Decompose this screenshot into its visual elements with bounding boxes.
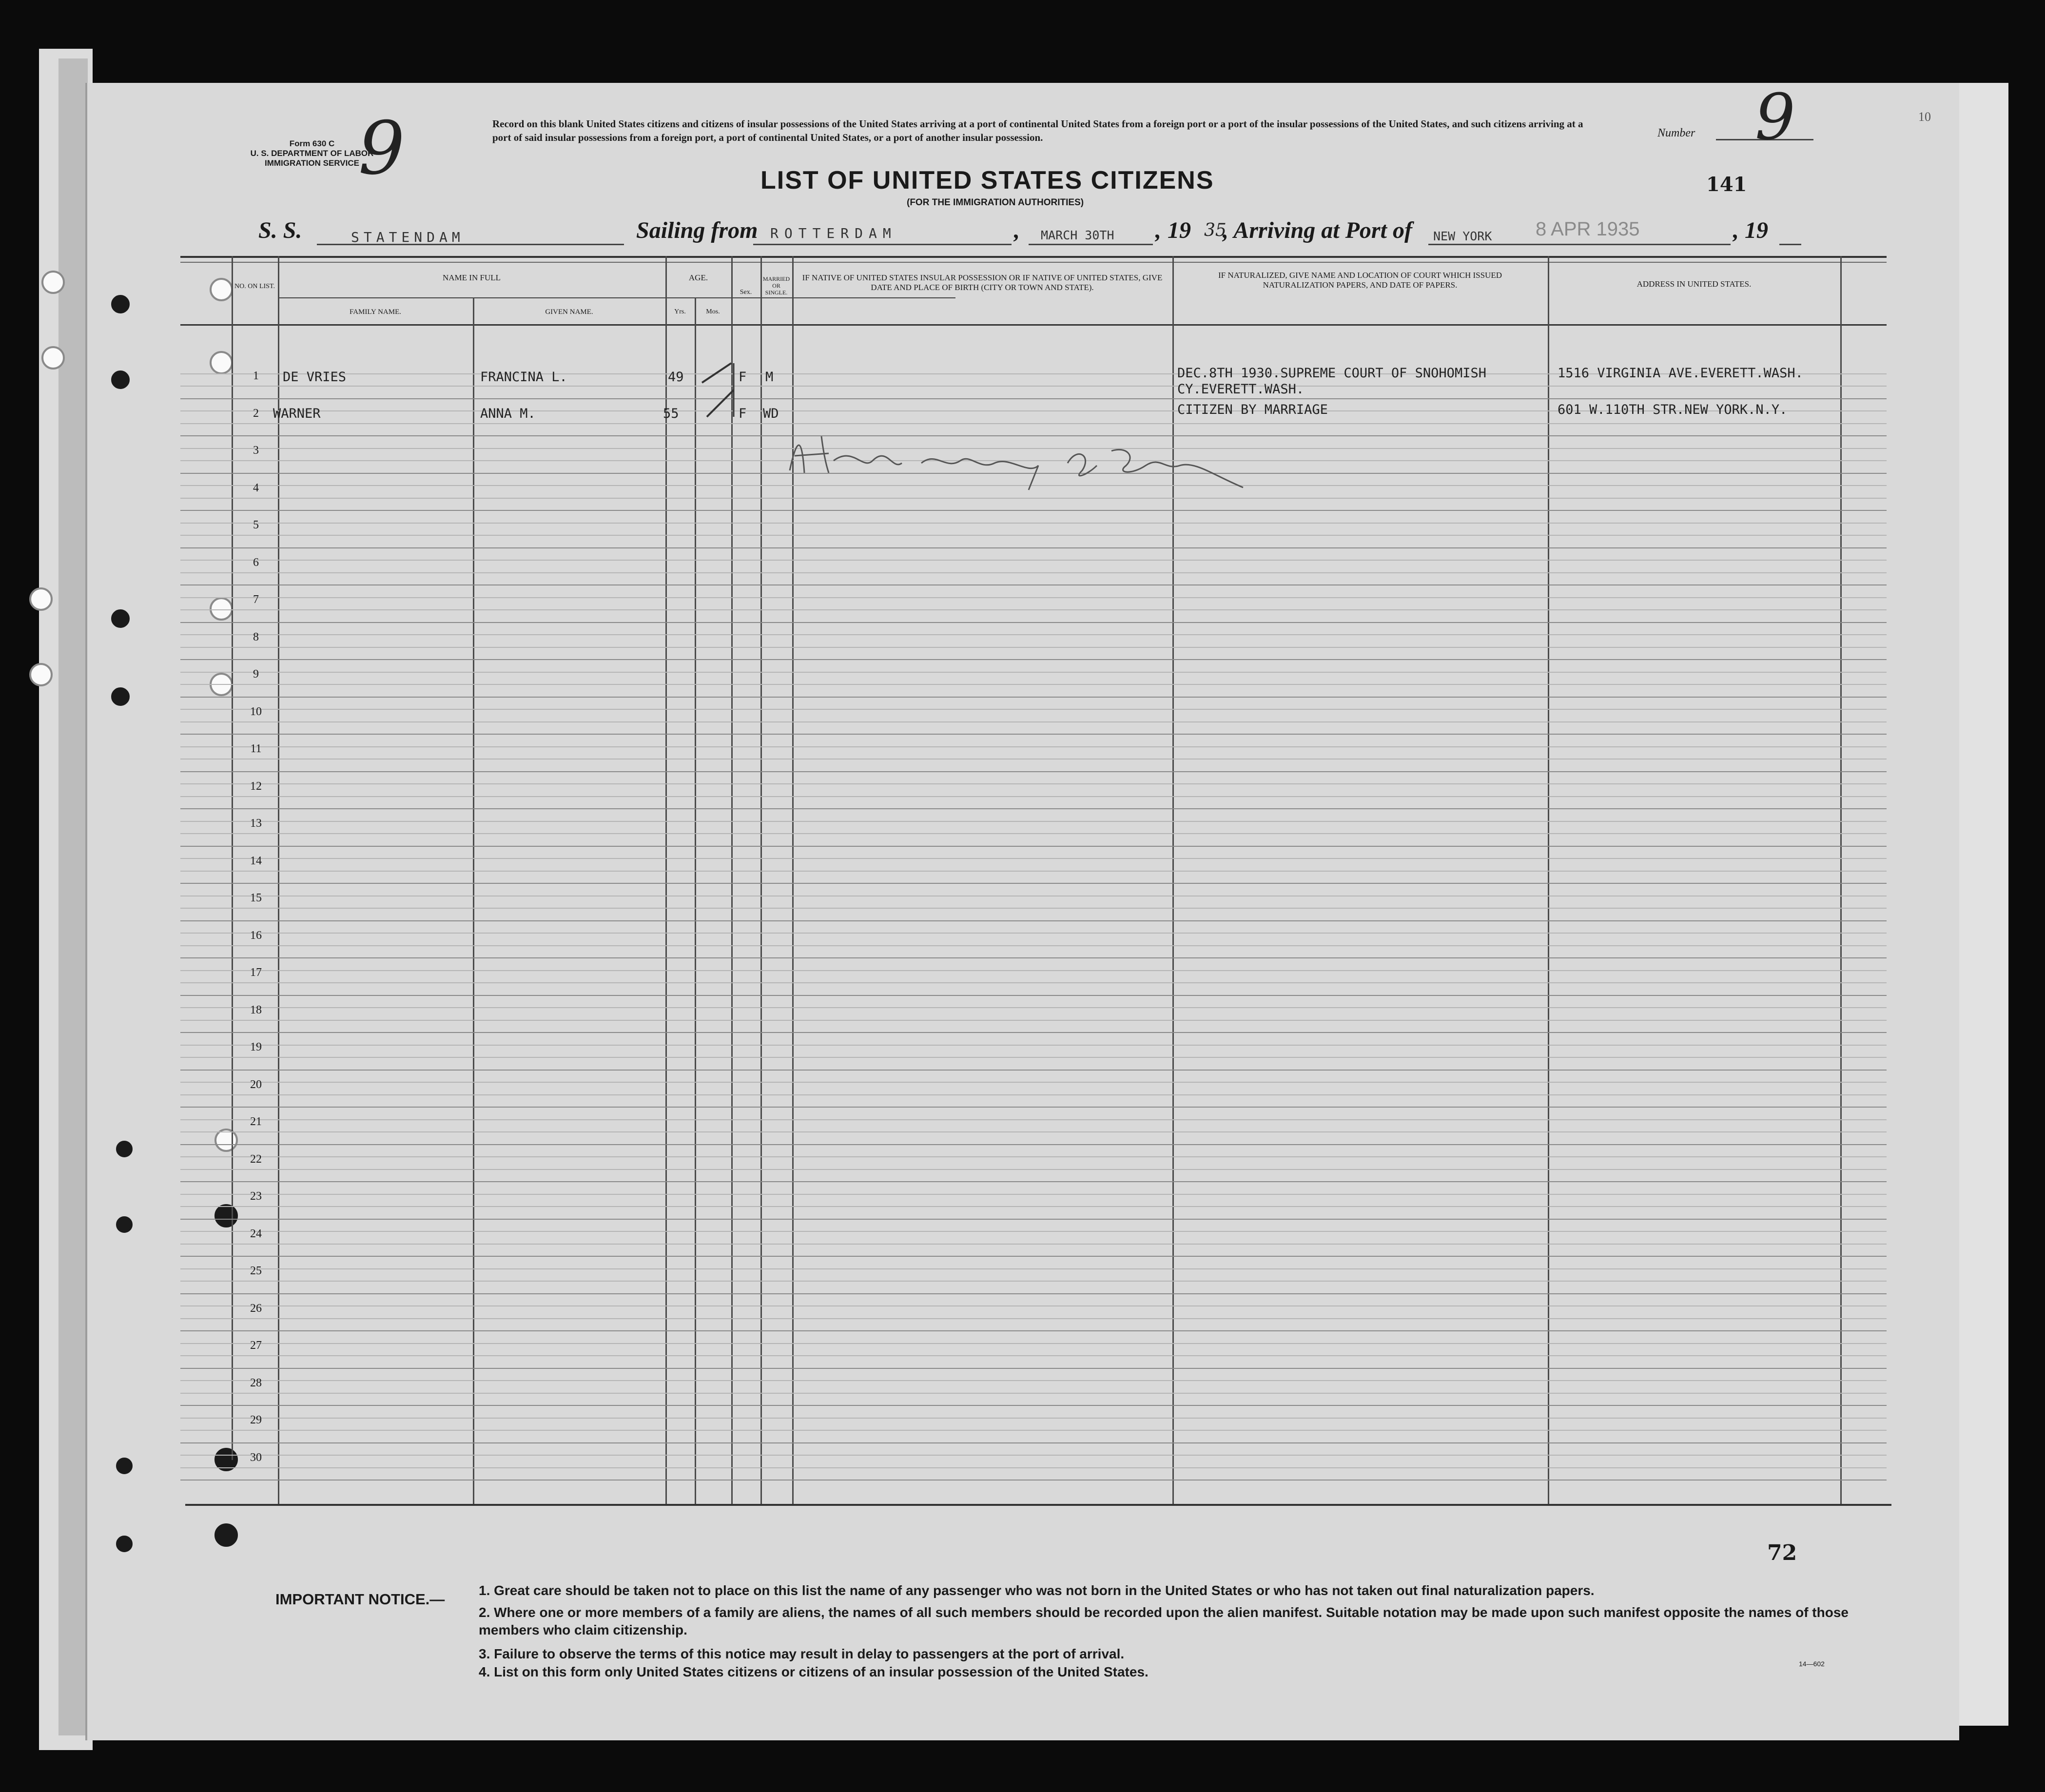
header-mos: Mos. xyxy=(706,308,720,315)
row-rule xyxy=(180,634,1887,635)
row-rule xyxy=(180,908,1887,909)
row-rule xyxy=(180,808,1887,809)
number-value: 9 xyxy=(1755,80,1795,154)
year-suffix: 35 xyxy=(1204,220,1227,240)
instruction-text: Record on this blank United States citizens and citizens of insular possessions of the United States arriving at a port of continental United States from a foreign port or a port of the insular possessions of the United States, and such citizens arriving at a port of said insular possessions from a foreign port, a port of continental United States, or a port of another insular possession. xyxy=(492,118,1583,143)
row-rule xyxy=(180,1007,1887,1008)
row-rule xyxy=(180,547,1887,548)
row-rule xyxy=(180,1430,1887,1431)
row-rule xyxy=(180,1442,1887,1443)
row-rule xyxy=(180,622,1887,623)
row-number: 18 xyxy=(250,1003,262,1016)
header-divider xyxy=(278,297,955,298)
entry-2-given: ANNA M. xyxy=(480,406,536,421)
header-yrs: Yrs. xyxy=(674,308,686,315)
column-rule xyxy=(760,256,762,1504)
row-rule xyxy=(180,970,1887,971)
row-rule xyxy=(180,1231,1887,1232)
row-rule xyxy=(180,883,1887,884)
row-rule xyxy=(180,957,1887,958)
binder-hole xyxy=(116,1216,133,1233)
header-family-name: FAMILY NAME. xyxy=(350,308,401,316)
header-name-in-full: NAME IN FULL xyxy=(443,273,501,282)
row-number: 4 xyxy=(253,481,259,494)
row-rule xyxy=(180,523,1887,524)
service: IMMIGRATION SERVICE xyxy=(265,158,359,168)
binder-hole xyxy=(29,587,53,611)
binder-hole xyxy=(41,271,65,294)
row-rule xyxy=(180,995,1887,996)
row-rule xyxy=(180,584,1887,585)
age-checkmarks xyxy=(692,353,751,422)
header-sex: Sex. xyxy=(740,289,752,296)
row-rule xyxy=(180,1467,1887,1468)
row-rule xyxy=(180,1244,1887,1245)
row-rule xyxy=(180,1082,1887,1083)
page-subtitle: (FOR THE IMMIGRATION AUTHORITIES) xyxy=(907,197,1084,208)
row-number: 11 xyxy=(250,742,262,755)
row-number: 26 xyxy=(250,1302,262,1315)
row-rule xyxy=(180,597,1887,598)
row-rule xyxy=(180,833,1887,834)
row-number: 19 xyxy=(250,1041,262,1053)
row-rule xyxy=(180,783,1887,784)
entry-1-marital: M xyxy=(765,370,774,385)
row-rule xyxy=(180,1355,1887,1356)
column-rule xyxy=(1548,256,1549,1504)
row-rule xyxy=(180,1169,1887,1170)
row-rule xyxy=(180,1318,1887,1319)
row-rule xyxy=(180,759,1887,760)
row-number: 12 xyxy=(250,779,262,793)
form-code: Form 630 C xyxy=(289,139,335,148)
row-rule xyxy=(180,697,1887,698)
notice-item-1: 1. Great care should be taken not to place on this list the name of any passenger who was not born in the United States or who has not taken out final naturalization papers. xyxy=(479,1583,1595,1598)
comma: , xyxy=(1155,217,1161,243)
column-rule xyxy=(665,256,667,1504)
corner-number: 72 xyxy=(1767,1540,1797,1565)
header-marital: MARRIED OR SINGLE. xyxy=(762,275,790,296)
form-code-footer: 14—602 xyxy=(1799,1660,1825,1668)
row-rule xyxy=(180,796,1887,797)
entry-2-yrs: 55 xyxy=(663,406,679,421)
year2-prefix: , 19 xyxy=(1733,217,1768,243)
binder-hole xyxy=(41,346,65,370)
entry-2-marital: WD xyxy=(763,406,779,421)
table-top-border xyxy=(180,256,1887,258)
row-number: 10 xyxy=(250,705,262,718)
row-number: 7 xyxy=(253,593,259,606)
row-rule xyxy=(180,1194,1887,1195)
row-rule xyxy=(180,510,1887,511)
binder-hole xyxy=(116,1536,133,1552)
row-number: 27 xyxy=(250,1339,262,1352)
row-rule xyxy=(180,1405,1887,1406)
page-title: LIST OF UNITED STATES CITIZENS xyxy=(760,166,1214,195)
row-rule xyxy=(180,771,1887,772)
handwritten-number: 9 xyxy=(358,106,405,191)
entry-1-naturalized: DEC.8TH 1930.SUPREME COURT OF SNOHOMISH xyxy=(1177,366,1486,381)
entry-2-address: 601 W.110TH STR.NEW YORK.N.Y. xyxy=(1558,402,1788,417)
row-number: 5 xyxy=(253,519,259,531)
row-rule xyxy=(180,560,1887,561)
header-age: AGE. xyxy=(688,273,708,282)
header-bottom-border xyxy=(180,324,1887,326)
header-no-on-list: NO. ON LIST. xyxy=(234,283,275,290)
entry-1-yrs: 49 xyxy=(668,370,684,385)
row-rule xyxy=(180,858,1887,859)
row-rule xyxy=(180,535,1887,536)
department: U. S. DEPARTMENT OF LABOR xyxy=(250,149,374,158)
notice-title: IMPORTANT NOTICE.— xyxy=(275,1591,445,1608)
row-number: 21 xyxy=(250,1115,262,1128)
binder-hole xyxy=(29,663,53,686)
row-number: 6 xyxy=(253,556,259,569)
row-number: 22 xyxy=(250,1152,262,1166)
row-number: 15 xyxy=(250,892,262,904)
row-number: 17 xyxy=(250,966,262,979)
entry-1-sex: F xyxy=(739,370,747,385)
row-number: 8 xyxy=(253,630,259,643)
row-rule xyxy=(180,1020,1887,1021)
row-rule xyxy=(180,386,1887,387)
notice-item-4: 4. List on this form only United States citizens or citizens of an insular possession of the United States. xyxy=(479,1664,1149,1679)
header-native: IF NATIVE OF UNITED STATES INSULAR POSSESSION OR IF NATIVE OF UNITED STATES, GIVE DATE AND PLACE OF BIRTH (CITY OR TOWN AND STATE). xyxy=(802,273,1163,292)
row-rule xyxy=(180,721,1887,722)
margin-mark: 10 xyxy=(1918,110,1931,124)
row-rule xyxy=(180,709,1887,710)
row-rule xyxy=(180,933,1887,934)
row-rule xyxy=(180,1219,1887,1220)
row-rule xyxy=(180,1070,1887,1071)
row-number: 30 xyxy=(250,1451,262,1464)
handwritten-annotation xyxy=(775,417,1311,495)
row-number: 14 xyxy=(250,854,262,867)
number-label: Number xyxy=(1657,127,1695,139)
row-rule xyxy=(180,846,1887,847)
row-rule xyxy=(180,398,1887,399)
page-number: 141 xyxy=(1706,173,1747,196)
row-rule xyxy=(180,572,1887,573)
port-to-underline xyxy=(1428,244,1731,245)
year2-underline xyxy=(1779,244,1801,245)
arriving-label: , Arriving at Port of xyxy=(1223,217,1412,243)
row-number: 1 xyxy=(253,370,259,382)
entry-2-sex: F xyxy=(739,406,747,421)
row-number: 3 xyxy=(253,444,259,457)
row-number: 20 xyxy=(250,1078,262,1091)
passenger-table xyxy=(180,256,1887,1504)
row-number: 29 xyxy=(250,1414,262,1426)
row-number: 16 xyxy=(250,929,262,942)
row-rule xyxy=(180,1330,1887,1331)
row-rule xyxy=(180,821,1887,822)
underlying-sheet-edge xyxy=(58,58,88,1735)
row-rule xyxy=(180,1281,1887,1282)
row-rule xyxy=(180,1305,1887,1306)
row-number: 28 xyxy=(250,1376,262,1389)
column-rule xyxy=(473,297,474,1504)
table-bottom-border xyxy=(185,1504,1891,1506)
row-rule xyxy=(180,1293,1887,1294)
row-rule xyxy=(180,1131,1887,1132)
ss-label: S. S. xyxy=(258,217,302,243)
entry-1-family: DE VRIES xyxy=(283,370,347,385)
notice-item-2: 2. Where one or more members of a family are aliens, the names of all such members should be recorded upon the alien manifest. Suitable notation may be made upon such manifest opposite the names of those members who claim citizenship. xyxy=(479,1605,1849,1637)
ship-name: STATENDAM xyxy=(351,229,465,245)
entry-2-family: WARNER xyxy=(273,406,321,421)
row-rule xyxy=(180,982,1887,983)
column-rule xyxy=(1840,256,1842,1504)
row-rule xyxy=(180,1343,1887,1344)
row-rule xyxy=(180,672,1887,673)
row-rule xyxy=(180,1455,1887,1456)
row-rule xyxy=(180,659,1887,660)
row-rule xyxy=(180,609,1887,610)
binder-hole xyxy=(116,1141,133,1157)
binder-hole xyxy=(111,370,130,389)
binder-hole xyxy=(111,295,130,313)
header-naturalized: IF NATURALIZED, GIVE NAME AND LOCATION OF COURT WHICH ISSUED NATURALIZATION PAPERS, AND DATE OF PAPERS. xyxy=(1218,271,1502,290)
row-rule xyxy=(180,734,1887,735)
row-rule xyxy=(180,1393,1887,1394)
column-rule xyxy=(695,297,696,1504)
header-given-name: GIVEN NAME. xyxy=(545,308,593,316)
row-rule xyxy=(180,1418,1887,1419)
row-rule xyxy=(180,1094,1887,1095)
binder-hole xyxy=(116,1458,133,1474)
row-rule xyxy=(180,1144,1887,1145)
row-rule xyxy=(180,746,1887,747)
entry-1-given: FRANCINA L. xyxy=(480,370,567,385)
row-rule xyxy=(180,1206,1887,1207)
row-rule xyxy=(180,498,1887,499)
row-number: 24 xyxy=(250,1227,262,1240)
row-rule xyxy=(180,1045,1887,1046)
row-rule xyxy=(180,945,1887,946)
row-rule xyxy=(180,1119,1887,1120)
date-underline xyxy=(1029,244,1153,245)
row-rule xyxy=(180,1181,1887,1182)
arrival-stamp: 8 APR 1935 xyxy=(1536,218,1640,240)
row-rule xyxy=(180,920,1887,921)
row-number: 9 xyxy=(253,668,259,681)
row-number: 2 xyxy=(253,407,259,420)
port-from-underline xyxy=(753,244,1012,245)
row-rule xyxy=(180,1268,1887,1269)
table-top-border xyxy=(180,262,1887,263)
entry-1-address: 1516 VIRGINIA AVE.EVERETT.WASH. xyxy=(1558,366,1803,381)
row-rule xyxy=(180,1256,1887,1257)
row-number: 25 xyxy=(250,1265,262,1277)
comma: , xyxy=(1014,217,1020,243)
column-rule xyxy=(278,256,279,1504)
row-number: 23 xyxy=(250,1190,262,1203)
row-rule xyxy=(180,684,1887,685)
header-address: ADDRESS IN UNITED STATES. xyxy=(1636,279,1752,289)
row-rule xyxy=(180,871,1887,872)
entry-2-naturalized: CITIZEN BY MARRIAGE xyxy=(1177,402,1328,417)
row-rule xyxy=(180,647,1887,648)
year-prefix: 19 xyxy=(1168,217,1191,243)
port-to: NEW YORK xyxy=(1433,229,1492,243)
entry-1-naturalized-cont: CY.EVERETT.WASH. xyxy=(1177,382,1305,397)
row-rule xyxy=(180,1156,1887,1157)
row-rule xyxy=(180,1032,1887,1033)
sailing-label: Sailing from xyxy=(636,217,758,243)
notice-item-3: 3. Failure to observe the terms of this notice may result in delay to passengers at the port of arrival. xyxy=(479,1646,1125,1661)
sailing-date: MARCH 30TH xyxy=(1041,228,1114,242)
row-number: 13 xyxy=(250,817,262,830)
row-rule xyxy=(180,1368,1887,1369)
row-rule xyxy=(180,1107,1887,1108)
binder-hole xyxy=(111,609,130,628)
row-rule xyxy=(180,1057,1887,1058)
column-rule xyxy=(731,256,733,1504)
row-rule xyxy=(180,1380,1887,1381)
port-from: ROTTERDAM xyxy=(770,225,897,241)
binder-hole xyxy=(111,687,130,706)
